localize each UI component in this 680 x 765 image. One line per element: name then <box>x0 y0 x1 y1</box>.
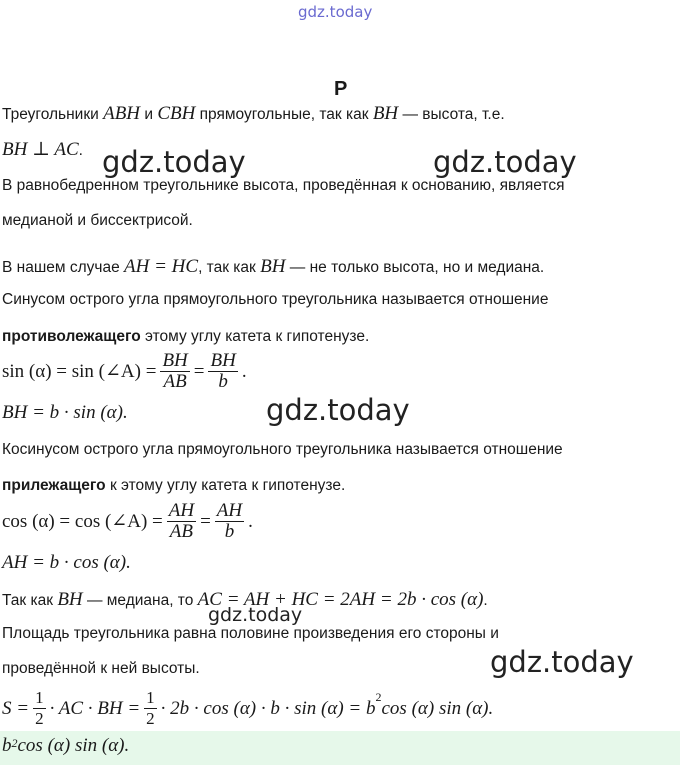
paragraph-3: В нашем случае AH = HC, так как BH — не только высота, но и медиана. <box>2 256 545 277</box>
area-formula: S = $\frac{1}{2}$ · AC · BH = $\frac{1}{2}$ · 2b · cos (α) · b · sin (α) = b $^2$ cos (α) sin (α). <box>2 688 494 728</box>
watermark-3: gdz.today <box>266 393 410 427</box>
paragraph-1-line-1: Треугольники ABH и CBH прямоугольные, так как BH — высота, т.е. <box>2 103 505 124</box>
fraction-one-half-1: $\frac{1}{2}$ <box>35 688 44 728</box>
fraction-one-half-2: $\frac{1}{2}$ <box>146 688 155 728</box>
paragraph-4-line-2: противолежащего этому углу катета к гипотенузе. <box>2 328 370 345</box>
bh-formula: BH = b · sin (α). <box>2 402 128 423</box>
paragraph-4-line-1: Синусом острого угла прямоугольного треугольника называется отношение <box>2 291 549 308</box>
paragraph-6: Так как BH — медиана, то AC = AH + HC = 2AH = 2b · cos (α). <box>2 589 488 610</box>
fraction-ah-ab: $\frac{AH}{AB}$ <box>168 500 195 542</box>
paragraph-7-line-1: Площадь треугольника равна половине произведения его стороны и <box>2 625 499 642</box>
watermark-1: gdz.today <box>102 145 246 179</box>
paragraph-5-line-1: Косинусом острого угла прямоугольного треугольника называется отношение <box>2 441 563 458</box>
fraction-bh-b: $\frac{BH}{b}$ <box>210 350 236 392</box>
answer-box <box>0 731 680 765</box>
watermark-5: gdz.today <box>490 645 634 679</box>
ah-formula: AH = b · cos (α). <box>2 552 131 573</box>
answer-formula: b 2 cos (α) sin (α). <box>2 735 130 756</box>
heading-partial: Р <box>334 78 348 100</box>
watermark-top: gdz.today <box>298 3 373 21</box>
sin-formula: sin (α) = sin (∠A) = $\frac{BH}{AB}$ = $\frac{BH}{b}$ . <box>2 350 247 392</box>
fraction-bh-ab: $\frac{BH}{AB}$ <box>162 350 188 392</box>
cos-formula: cos (α) = cos (∠A) = $\frac{AH}{AB}$ = $\frac{AH}{b}$ . <box>2 500 253 542</box>
paragraph-5-line-2: прилежащего к этому углу катета к гипотенузе. <box>2 477 346 494</box>
watermark-4: gdz.today <box>208 604 303 626</box>
watermark-2: gdz.today <box>433 145 577 179</box>
paragraph-2-line-2: медианой и биссектрисой. <box>2 212 193 229</box>
paragraph-1-line-2: BH ⊥ AC. <box>2 139 83 160</box>
paragraph-7-line-2: проведённой к ней высоты. <box>2 660 200 677</box>
fraction-ah-b: $\frac{AH}{b}$ <box>216 500 243 542</box>
paragraph-2-line-1: В равнобедренном треугольнике высота, проведённая к основанию, является <box>2 177 565 194</box>
